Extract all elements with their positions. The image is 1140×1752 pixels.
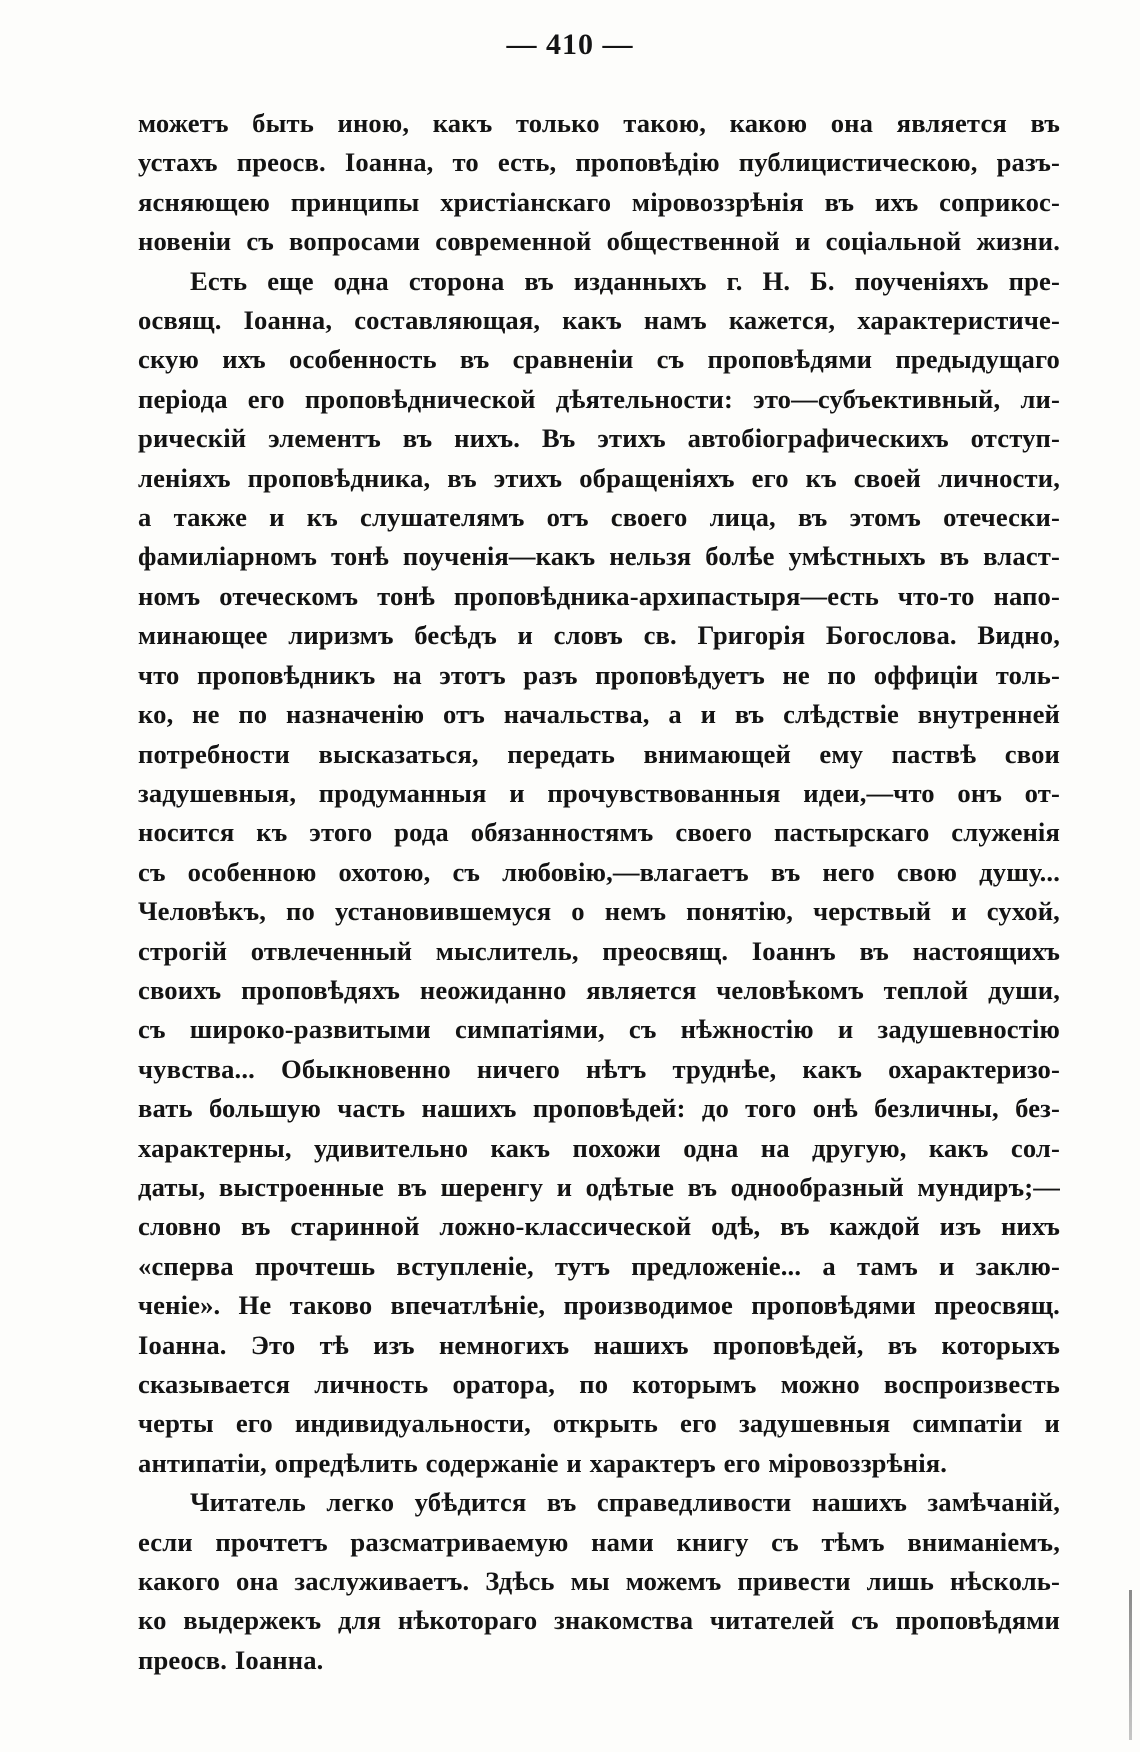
- paragraph-3: [138, 1483, 1060, 1680]
- text-line: ясняющею принципы христіанскаго міровоззрѣнія въ ихъ соприкос-: [138, 186, 1060, 217]
- text-line: что проповѣдникъ на этотъ разъ проповѣдуетъ не по оффиціи толь-: [138, 659, 1060, 690]
- text-line: преосв. Іоанна.: [138, 1644, 324, 1675]
- text-line: съ широко-развитыми симпатіями, съ нѣжностію и задушевностію: [138, 1014, 1060, 1045]
- text-line: леніяхъ проповѣдника, въ этихъ обращеніяхъ его къ своей личности,: [138, 462, 1060, 493]
- text-line: черты его индивидуальности, открыть его задушевныя симпатіи и: [138, 1408, 1060, 1439]
- text-line: періода его проповѣднической дѣятельности: это—субъективный, ли-: [138, 383, 1060, 414]
- scan-edge-shadow: [1129, 1590, 1132, 1740]
- text-line: номъ отеческомъ тонѣ проповѣдника-архипастыря—есть что-то напо-: [138, 580, 1060, 611]
- text-line: антипатіи, опредѣлить содержаніе и характеръ его міровоззрѣнія.: [138, 1447, 948, 1478]
- text-line: чувства... Обыкновенно ничего нѣтъ труднѣе, какъ охарактеризо-: [138, 1053, 1060, 1084]
- text-line: а также и къ слушателямъ отъ своего лица, въ этомъ отечески-: [138, 502, 1060, 533]
- text-line: минающее лиризмъ бесѣдъ и словъ св. Григорія Богослова. Видно,: [138, 620, 1060, 651]
- text-line: строгій отвлеченный мыслитель, преосвящ. Іоаннъ въ настоящихъ: [138, 935, 1060, 966]
- paragraph-2: [138, 262, 1060, 1484]
- text-line: новеніи съ вопросами современной общественной и соціальной жизни.: [138, 226, 1060, 257]
- text-line: потребности высказаться, передать внимающей ему паствѣ свои: [138, 738, 1060, 769]
- text-line: Есть еще одна сторона въ изданныхъ г. Н. Б. поученіяхъ пре-: [190, 265, 1060, 296]
- text-line: ко, не по назначенію отъ начальства, а и въ слѣдствіе внутренней: [138, 699, 1060, 730]
- text-line: съ особенною охотою, съ любовію,—влагаетъ въ него свою душу...: [138, 856, 1060, 887]
- text-line: даты, выстроенные въ шеренгу и одѣтые въ однообразный мундиръ;—: [138, 1171, 1060, 1202]
- text-line: устахъ преосв. Іоанна, то есть, проповѣдію публицистическою, разъ-: [138, 147, 1060, 178]
- text-line: какого она заслуживаетъ. Здѣсь мы можемъ привести лишь нѣсколь-: [138, 1566, 1060, 1597]
- text-line: ченіе». Не таково впечатлѣніе, производимое проповѣдями преосвящ.: [138, 1290, 1060, 1321]
- text-line: вать большую часть нашихъ проповѣдей: до того онѣ безличны, без-: [138, 1093, 1060, 1124]
- text-line: задушевныя, продуманныя и прочувствованныя идеи,—что онъ от-: [138, 777, 1060, 808]
- text-line: скую ихъ особенность въ сравненіи съ проповѣдями предыдущаго: [138, 344, 1060, 375]
- text-line: своихъ проповѣдяхъ неожиданно является человѣкомъ теплой души,: [138, 974, 1060, 1005]
- text-line: словно въ старинной ложно-классической одѣ, въ каждой изъ нихъ: [138, 1211, 1060, 1242]
- page-number: — 410 —: [506, 28, 634, 61]
- text-line: «сперва прочтешь вступленіе, тутъ предложеніе... а тамъ и заклю-: [138, 1250, 1060, 1281]
- text-line: можетъ быть иною, какъ только такою, какою она является въ: [138, 108, 1060, 138]
- text-line: носится къ этого рода обязанностямъ своего пастырскаго служенія: [138, 817, 1060, 848]
- text-line: Читатель легко убѣдится въ справедливости нашихъ замѣчаній,: [190, 1487, 1060, 1518]
- text-line: Іоанна. Это тѣ изъ немногихъ нашихъ проповѣдей, въ которыхъ: [138, 1329, 1060, 1360]
- body-text: [138, 104, 1060, 1680]
- text-line: характерны, удивительно какъ похожи одна на другую, какъ сол-: [138, 1132, 1060, 1163]
- text-line: ко выдержекъ для нѣкотораго знакомства читателей съ проповѣдями: [138, 1605, 1060, 1636]
- text-line: Человѣкъ, по установившемуся о немъ понятію, черствый и сухой,: [138, 896, 1060, 927]
- text-line: рическій элементъ въ нихъ. Въ этихъ автобіографическихъ отступ-: [138, 423, 1060, 454]
- text-line: сказывается личность оратора, по которымъ можно воспроизвесть: [138, 1369, 1060, 1399]
- text-line: если прочтетъ разсматриваемую нами книгу съ тѣмъ вниманіемъ,: [138, 1526, 1060, 1557]
- text-line: фамиліарномъ тонѣ поученія—какъ нельзя болѣе умѣстныхъ въ власт-: [138, 541, 1060, 572]
- paragraph-1: [138, 104, 1060, 262]
- text-line: освящ. Іоанна, составляющая, какъ намъ кажется, характеристиче-: [138, 305, 1060, 336]
